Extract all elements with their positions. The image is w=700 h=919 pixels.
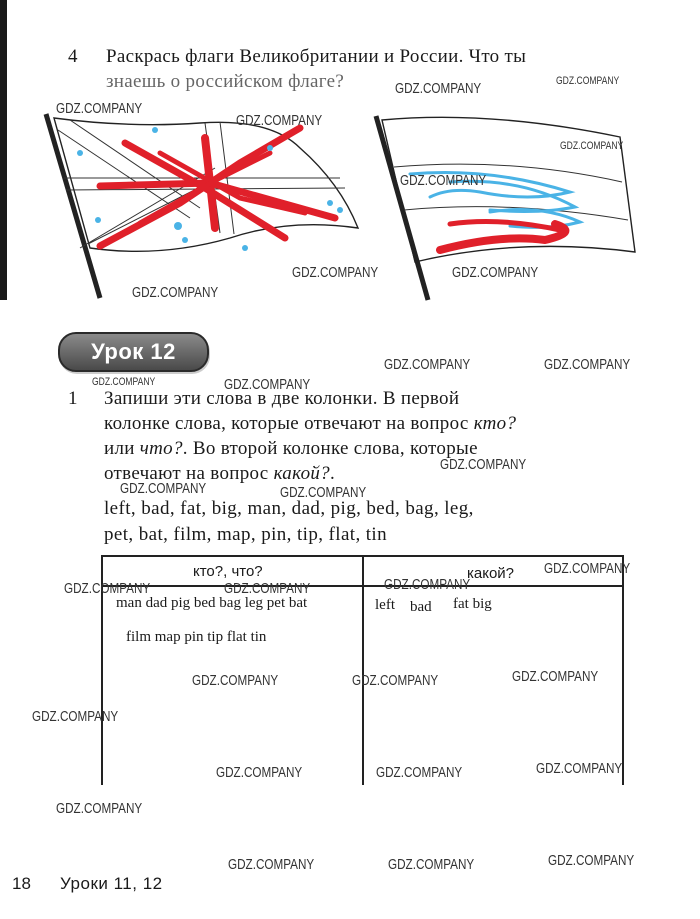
watermark: GDZ.COMPANY bbox=[556, 75, 620, 87]
watermark: GDZ.COMPANY bbox=[440, 456, 527, 473]
watermark: GDZ.COMPANY bbox=[64, 580, 151, 597]
watermark: GDZ.COMPANY bbox=[192, 672, 279, 689]
word-list-line-1: left, bad, fat, big, man, dad, pig, bed, bag, leg, bbox=[104, 498, 474, 519]
watermark: GDZ.COMPANY bbox=[224, 376, 311, 393]
watermark: GDZ.COMPANY bbox=[400, 172, 487, 189]
answer-col2-word-2: bad bbox=[410, 599, 432, 615]
word-list bbox=[104, 496, 604, 548]
watermark: GDZ.COMPANY bbox=[388, 856, 475, 873]
page-number: 18 bbox=[12, 874, 31, 893]
watermark: GDZ.COMPANY bbox=[452, 264, 539, 281]
watermark: GDZ.COMPANY bbox=[395, 80, 482, 97]
task-1-line-3: или что?. Во второй колонке слова, которые bbox=[104, 438, 478, 459]
question-what: что? bbox=[139, 438, 183, 459]
answer-col1-line-1: man dad pig bed bag leg pet bat bbox=[116, 595, 308, 611]
answer-col2-word-1: left bbox=[375, 597, 395, 613]
watermark: GDZ.COMPANY bbox=[292, 264, 379, 281]
watermark: GDZ.COMPANY bbox=[512, 668, 599, 685]
task-4-number: 4 bbox=[68, 46, 78, 67]
question-who: кто? bbox=[473, 413, 517, 434]
watermark: GDZ.COMPANY bbox=[560, 140, 624, 152]
watermark: GDZ.COMPANY bbox=[56, 100, 143, 117]
task-1-line-1: Запиши эти слова в две колонки. В первой bbox=[104, 388, 460, 409]
lesson-badge: Урок 12 bbox=[58, 332, 209, 372]
task-1-line-4: отвечают на вопрос какой?. bbox=[104, 463, 336, 484]
table-middle-divider bbox=[362, 555, 364, 785]
watermark: GDZ.COMPANY bbox=[56, 800, 143, 817]
watermark: GDZ.COMPANY bbox=[224, 580, 311, 597]
watermark: GDZ.COMPANY bbox=[216, 764, 303, 781]
watermark: GDZ.COMPANY bbox=[132, 284, 219, 301]
watermark: GDZ.COMPANY bbox=[236, 112, 323, 129]
column-header-which: какой? bbox=[467, 565, 515, 582]
watermark: GDZ.COMPANY bbox=[548, 852, 635, 869]
watermark: GDZ.COMPANY bbox=[280, 484, 367, 501]
column-header-who-what: кто?, что? bbox=[193, 563, 263, 580]
task-1-line-2: колонке слова, которые отвечают на вопрос кто? bbox=[104, 413, 517, 434]
word-list-line-2: pet, bat, film, map, pin, tip, flat, tin bbox=[104, 524, 388, 545]
watermark: GDZ.COMPANY bbox=[384, 576, 471, 593]
watermark: GDZ.COMPANY bbox=[228, 856, 315, 873]
answer-col1-line-2: film map pin tip flat tin bbox=[126, 629, 267, 645]
watermark: GDZ.COMPANY bbox=[544, 356, 631, 373]
watermark: GDZ.COMPANY bbox=[376, 764, 463, 781]
watermark: GDZ.COMPANY bbox=[384, 356, 471, 373]
watermark: GDZ.COMPANY bbox=[92, 376, 156, 388]
watermark: GDZ.COMPANY bbox=[544, 560, 631, 577]
watermark: GDZ.COMPANY bbox=[536, 760, 623, 777]
answer-col2-word-3: fat big bbox=[453, 596, 492, 612]
task-4-line-2: знаешь о российском флаге? bbox=[106, 71, 345, 92]
page-footer-title: Уроки 11, 12 bbox=[60, 874, 163, 893]
watermark: GDZ.COMPANY bbox=[120, 480, 207, 497]
page-edge-shadow bbox=[0, 0, 7, 300]
table-right-border bbox=[622, 555, 624, 785]
question-which: какой? bbox=[273, 463, 330, 484]
task-4-line-1: Раскрась флаги Великобритании и России. Что ты bbox=[106, 46, 527, 67]
task-1-number: 1 bbox=[68, 388, 78, 409]
uk-flag-pole bbox=[46, 114, 100, 298]
uk-flag-red-coloring bbox=[100, 128, 335, 246]
watermark: GDZ.COMPANY bbox=[352, 672, 439, 689]
watermark: GDZ.COMPANY bbox=[32, 708, 119, 725]
